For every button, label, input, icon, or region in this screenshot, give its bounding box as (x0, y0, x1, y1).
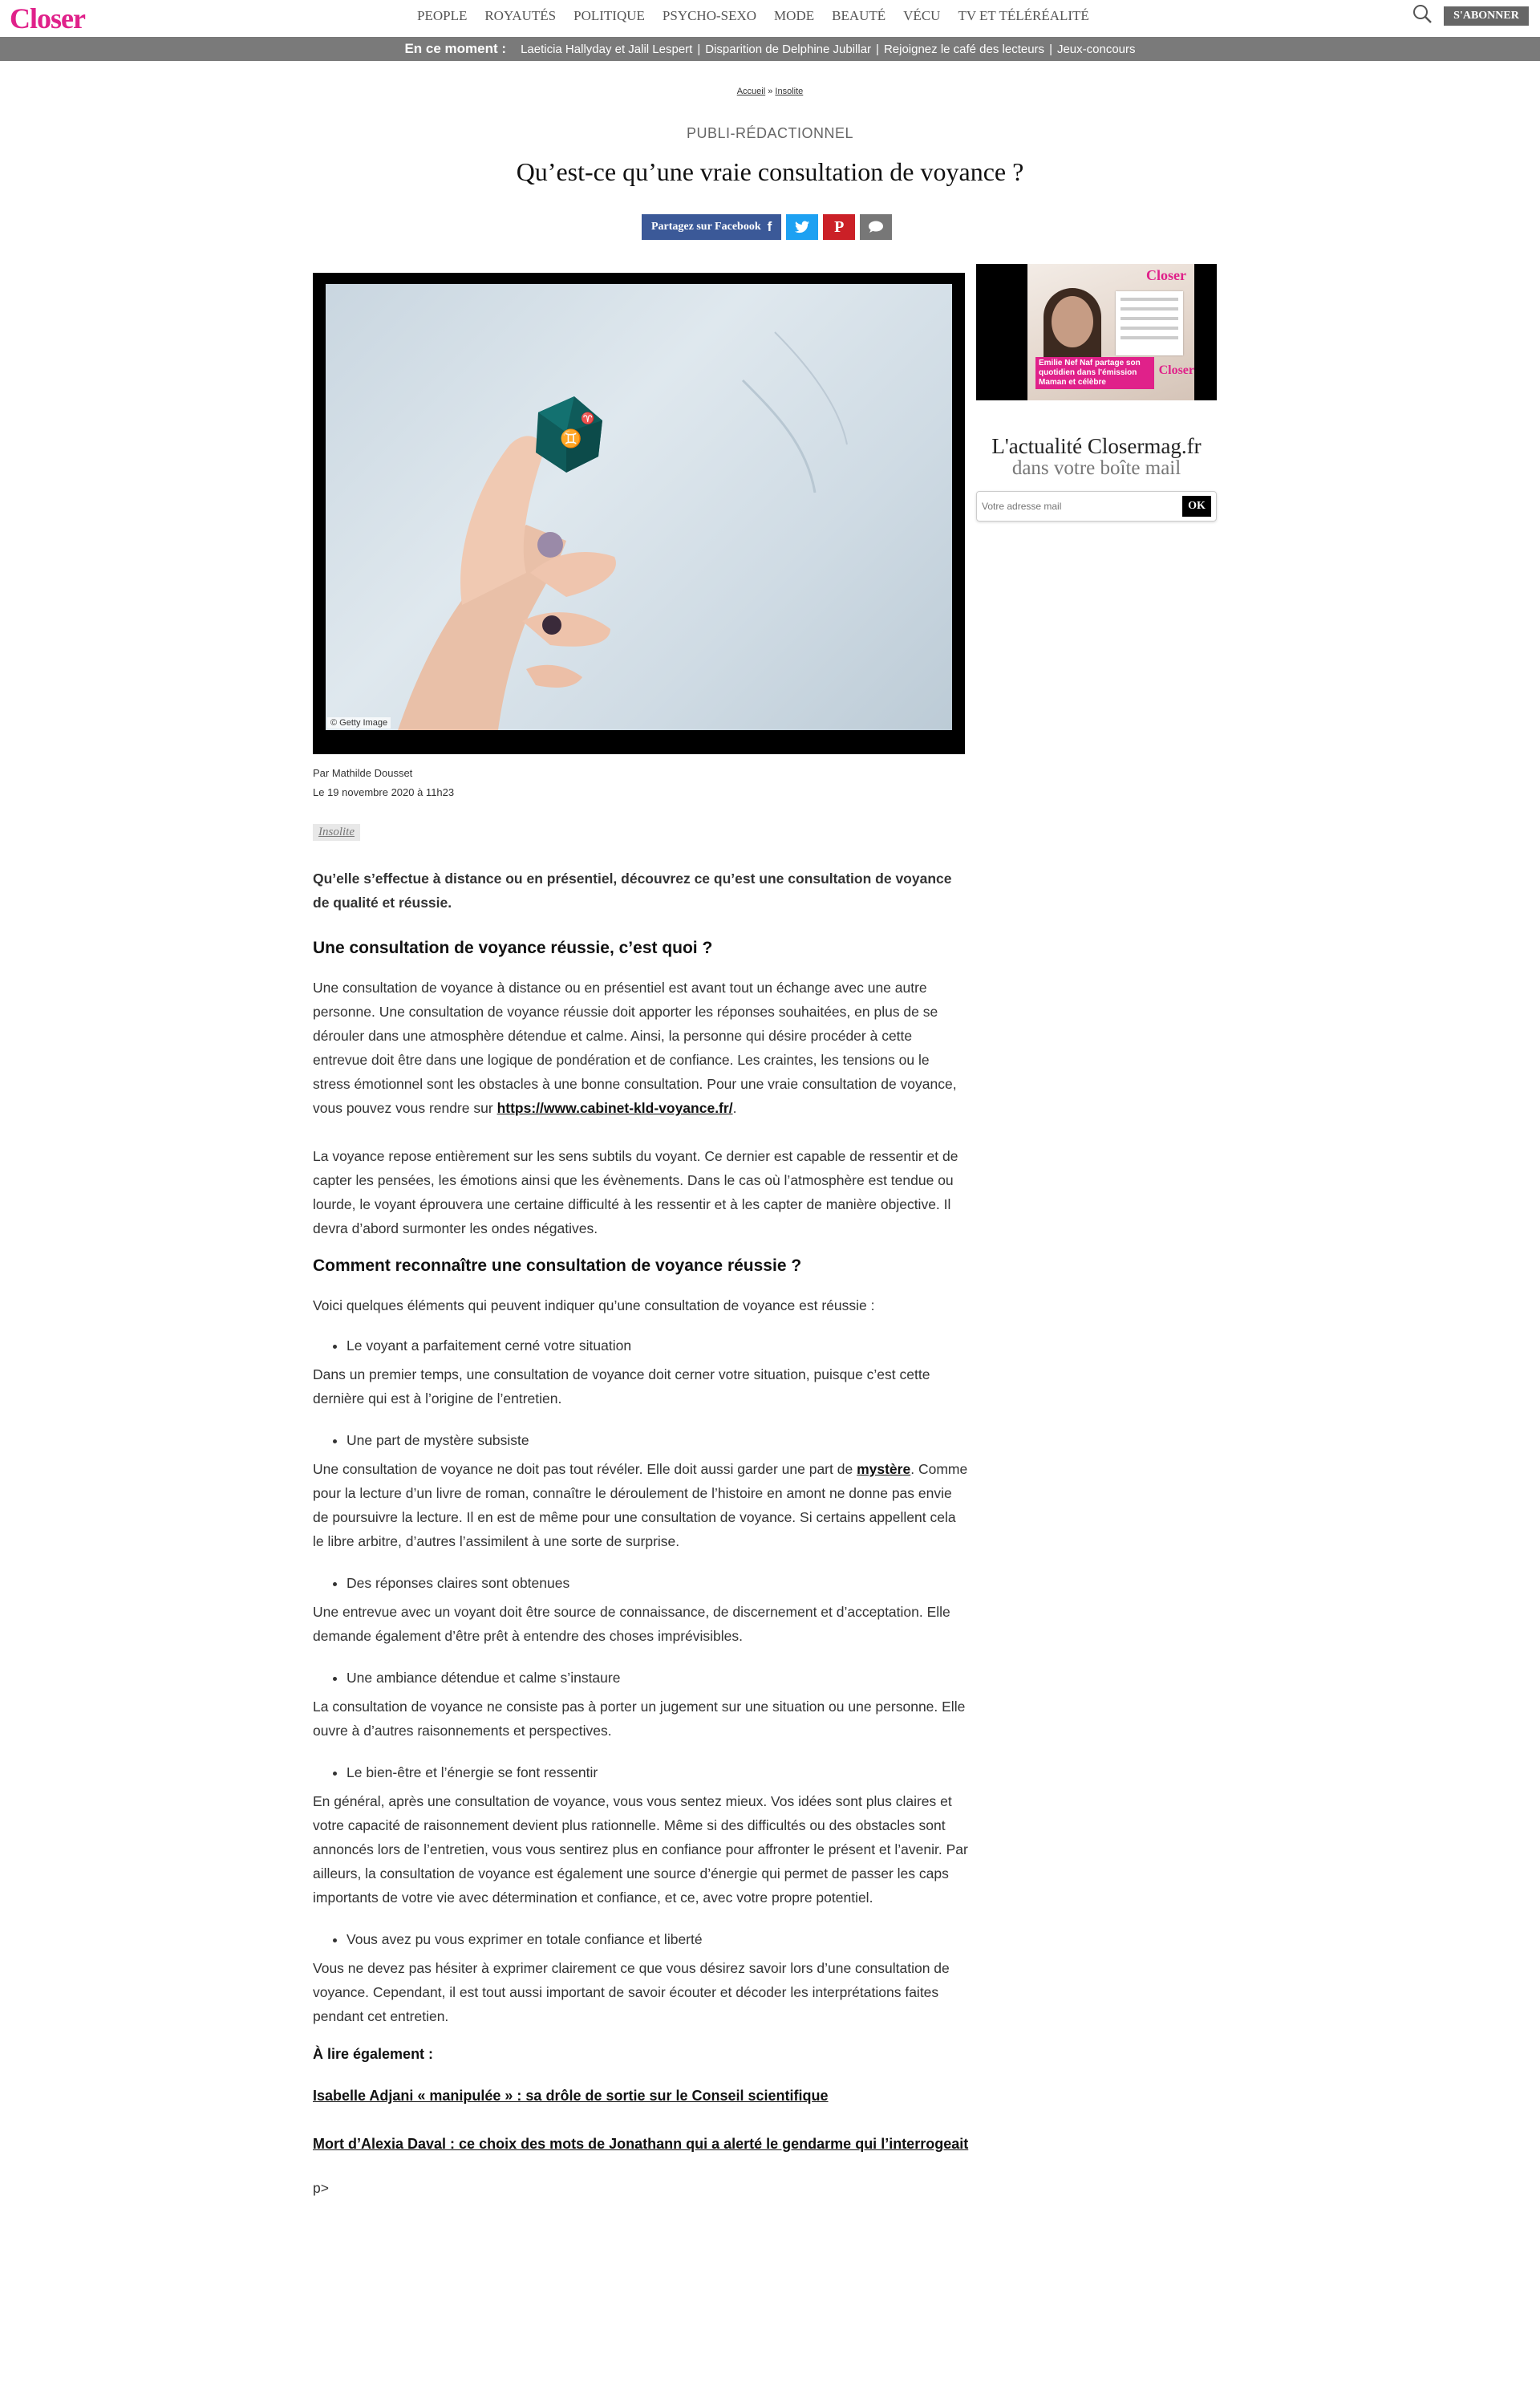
video-brand-logo: Closer (1158, 363, 1194, 377)
newsletter-form (976, 491, 1217, 522)
bullet-list (313, 1666, 971, 1690)
author-name: Par Mathilde Dousset (313, 767, 413, 779)
paragraph (313, 976, 971, 1120)
share-pinterest-button[interactable] (823, 214, 855, 240)
twitter-icon (795, 221, 809, 233)
related-article-link[interactable]: Mort d’Alexia Daval : ce choix des mots de Jonathann qui a alerté le gendarme qui l’interrogeait (313, 2136, 969, 2152)
video-person-face (1052, 296, 1093, 347)
trending-bar (0, 37, 1540, 61)
bullet-list (313, 1927, 971, 1951)
sidebar-video[interactable] (976, 264, 1217, 400)
paragraph: Dans un premier temps, une consultation de voyance doit cerner votre situation, puisque c’est cette dernière qui est à l’origine de l’entretien. (313, 1366, 930, 1406)
nav-item-psycho-sexo[interactable]: PSYCHO-SEXO (662, 8, 757, 23)
breadcrumb-section[interactable]: Insolite (775, 87, 804, 96)
paragraph: La voyance repose entièrement sur les sens subtils du voyant. Ce dernier est capable de ressentir et de capter les pensées, les émotions ainsi que les évènements. Dans le cas où l’atmosphère est tendue ou lourde, le voyant éprouvera une certaine difficulté à les ressentir et à les capter de manière objective. Il devra d’abord surmonter les ondes négatives. (313, 1148, 958, 1236)
nav-item-people[interactable]: PEOPLE (417, 8, 468, 23)
section-heading: Une consultation de voyance réussie, c’est quoi ? (313, 939, 713, 957)
list-item: • Vous avez pu vous exprimer en totale confiance et liberté (346, 1927, 971, 1951)
list-item: • Une part de mystère subsiste (346, 1428, 971, 1452)
comment-button[interactable] (860, 214, 892, 240)
pinterest-icon: P (834, 217, 845, 236)
video-caption: Emilie Nef Naf partage son quotidien dans l'émission Maman et célèbre (1035, 357, 1154, 389)
hand-dice-illustration (326, 284, 952, 730)
email-input[interactable] (982, 497, 1174, 516)
trending-separator: | (876, 42, 879, 56)
bullet-list (313, 1760, 971, 1784)
share-twitter-button[interactable] (786, 214, 818, 240)
mystere-link[interactable]: mystère (857, 1461, 911, 1477)
nav-item-royautes[interactable]: ROYAUTÉS (484, 8, 557, 23)
subscribe-button[interactable]: S'ABONNER (1444, 6, 1529, 26)
svg-text:♊: ♊ (560, 428, 582, 449)
paragraph-text: . Comme pour la lecture d’un livre de roman, connaître le déroulement de l’histoire en amont ne donne pas envie de poursuivre la lecture. Il en est de même pour une consultation de voyance. Si certains appellent cela le libre arbitre, d’autres l’assimilent à une sorte de surprise. (313, 1461, 968, 1549)
bullet-list (313, 1571, 971, 1595)
photo-credit: © Getty Image (327, 717, 391, 729)
trending-link[interactable]: Laeticia Hallyday et Jalil Lespert (521, 42, 693, 56)
article-body (313, 867, 971, 2197)
top-navigation (0, 0, 1540, 37)
facebook-icon: f (767, 219, 772, 234)
paragraph-text: Une consultation de voyance à distance ou en présentiel est avant tout un échange avec une autre personne. Une consultation de voyance réussie doit apporter les réponses souhaitées, en plus de se dérouler dans une atmosphère détendue et calme. Ainsi, la personne qui désire procéder à cette entrevue doit être dans une logique de pondération et de confiance. Les craintes, les tensions ou le stress émotionnel sont les obstacles à une bonne consultation. Pour une vraie consultation de voyance, vous pouvez vous rendre sur (313, 980, 957, 1116)
bullet-list (313, 1333, 971, 1358)
hero-image-frame (313, 273, 965, 754)
paragraph: La consultation de voyance ne consiste pas à porter un jugement sur une situation ou une personne. Elle ouvre à d’autres raisonnements et perspectives. (313, 1699, 966, 1739)
share-bar (642, 214, 892, 240)
read-also-heading: À lire également : (313, 2046, 434, 2062)
trending-label: En ce moment : (404, 41, 507, 56)
video-brand-logo: Closer (1146, 267, 1186, 283)
newsletter-subtitle: dans votre boîte mail (1011, 457, 1181, 479)
nav-item-vecu[interactable]: VÉCU (903, 8, 941, 23)
breadcrumb-home[interactable]: Accueil (736, 87, 766, 96)
svg-text:♈: ♈ (581, 413, 595, 425)
category-tag[interactable]: Insolite (313, 824, 360, 841)
article-lead: Qu’elle s’effectue à distance ou en présentiel, découvrez ce qu’est une consultation de voyance de qualité et réussie. (313, 871, 952, 911)
newsletter-title: L'actualité Closermag.fr (991, 434, 1202, 458)
trending-link[interactable]: Rejoignez le café des lecteurs (883, 42, 1045, 56)
search-icon[interactable] (1412, 3, 1433, 24)
share-facebook-label: Partagez sur Facebook (651, 221, 761, 233)
trending-separator: | (1049, 42, 1052, 56)
bullet-list (313, 1428, 971, 1452)
paragraph: Vous ne devez pas hésiter à exprimer clairement ce que vous désirez savoir lors d’une consultation de voyance. Cependant, il est tout aussi important de savoir écouter et décoder les interprétations faites pendant cet entretien. (313, 1960, 950, 2024)
breadcrumb-separator: » (768, 87, 773, 96)
paragraph-text: . (732, 1100, 737, 1116)
related-article-link[interactable]: Isabelle Adjani « manipulée » : sa drôle de sortie sur le Conseil scientifique (313, 2088, 829, 2104)
stray-text: p> (313, 2180, 329, 2196)
breadcrumb (0, 87, 1540, 96)
nav-item-mode[interactable]: MODE (774, 8, 815, 23)
cabinet-link[interactable]: https://www.cabinet-kld-voyance.fr/ (496, 1100, 733, 1116)
article-kicker: PUBLI-RÉDACTIONNEL (686, 125, 854, 141)
section-heading: Comment reconnaître une consultation de voyance réussie ? (313, 1256, 802, 1275)
video-thumbnail (1027, 264, 1194, 400)
nav-item-beaute[interactable]: BEAUTÉ (832, 8, 886, 23)
list-item: • Une ambiance détendue et calme s’instaure (346, 1666, 971, 1690)
paragraph (313, 1457, 971, 1553)
publish-date: Le 19 novembre 2020 à 11h23 (313, 786, 455, 798)
share-facebook-button[interactable] (642, 214, 781, 240)
list-item: • Le voyant a parfaitement cerné votre situation (346, 1333, 971, 1358)
byline (313, 764, 454, 802)
paragraph: Voici quelques éléments qui peuvent indiquer qu’une consultation de voyance est réussie : (313, 1297, 875, 1313)
list-item: • Des réponses claires sont obtenues (346, 1571, 971, 1595)
page-title: Qu’est-ce qu’une vraie consultation de voyance ? (516, 157, 1024, 186)
paragraph: Une entrevue avec un voyant doit être source de connaissance, de discernement et d’acceptation. Elle demande également d’être prêt à entendre des choses imprévisibles. (313, 1604, 950, 1644)
trending-link[interactable]: Jeux-concours (1056, 42, 1136, 56)
nav-item-politique[interactable]: POLITIQUE (573, 8, 645, 23)
closer-logo[interactable]: Closer (10, 2, 85, 35)
newsletter-ok-button[interactable]: OK (1182, 496, 1211, 517)
trending-separator: | (697, 42, 701, 56)
hero-image (326, 284, 952, 730)
trending-link[interactable]: Disparition de Delphine Jubillar (705, 42, 872, 56)
video-phone-panel (1116, 291, 1183, 355)
nav-item-tv[interactable]: TV ET TÉLÉRÉALITÉ (958, 8, 1089, 23)
list-item: • Le bien-être et l’énergie se font ressentir (346, 1760, 971, 1784)
paragraph: En général, après une consultation de voyance, vous vous sentez mieux. Vos idées sont plus claires et votre capacité de raisonnement devient plus rationnelle. Même si des difficultés ou des obstacles sont annoncés lors de l’entretien, vous vous sentirez plus en confiance pour affronter le présent et l’avenir. Par ailleurs, la consultation de voyance est également une source d’énergie qui permet de passer les caps importants de votre vie avec détermination et confiance, et ce, avec votre propre potentiel. (313, 1793, 968, 1906)
main-nav (417, 8, 1107, 24)
comment-icon (868, 221, 884, 233)
paragraph-text: Une consultation de voyance ne doit pas tout révéler. Elle doit aussi garder une part de (313, 1461, 857, 1477)
